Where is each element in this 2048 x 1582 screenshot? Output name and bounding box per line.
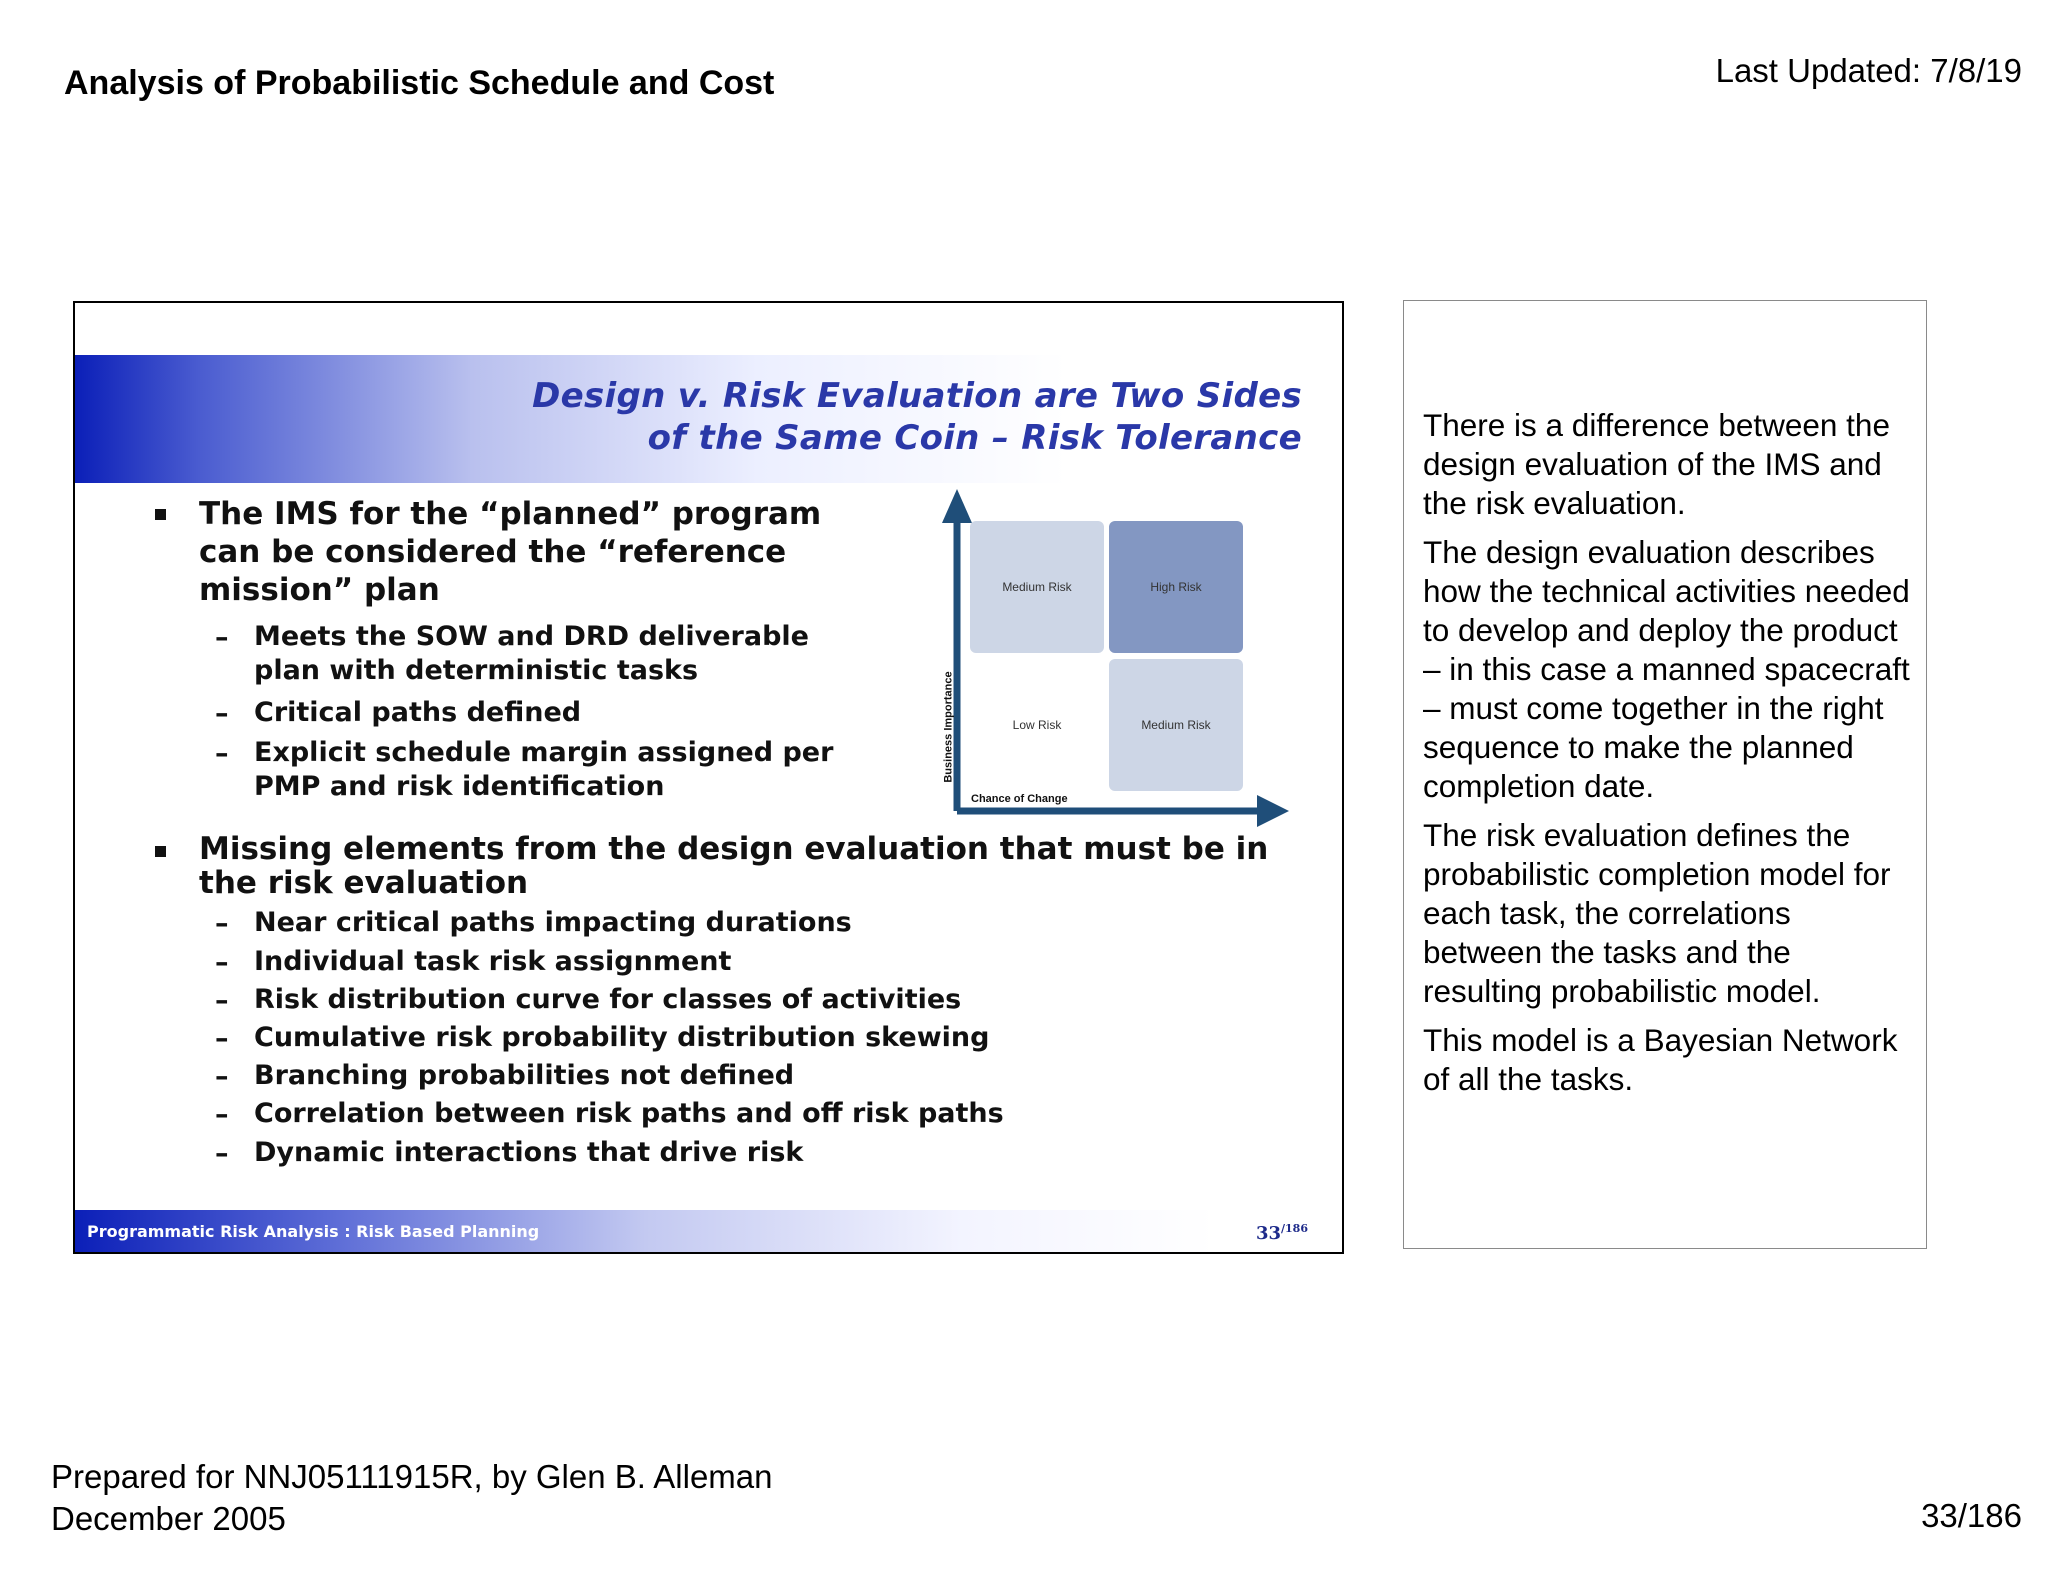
page-number: 33/186 [1921, 1497, 2022, 1534]
slide-footer-text: Programmatic Risk Analysis : Risk Based Planning [87, 1222, 540, 1241]
sub-bullet: Correlation between risk paths and off risk paths [254, 1098, 1004, 1129]
slide-title-line-2: of the Same Coin – Risk Tolerance [647, 418, 1302, 458]
matrix-cell-top-left: Medium Risk [970, 521, 1104, 653]
slide-page-total: /186 [1281, 1222, 1308, 1235]
sub-bullet [254, 736, 833, 804]
sub-bullet [254, 620, 809, 688]
sub-bullet: Risk distribution curve for classes of activities [254, 984, 962, 1015]
sub-bullet: Critical paths defined [254, 697, 582, 728]
sub-bullet-line: Meets the SOW and DRD deliverable [254, 621, 809, 652]
dash-marker: – [215, 985, 229, 1016]
prepared-line-2: December 2005 [51, 1500, 286, 1537]
bullet-marker [155, 509, 166, 520]
last-updated: Last Updated: 7/8/19 [1715, 52, 2022, 89]
sub-bullet-line: plan with deterministic tasks [254, 655, 699, 686]
matrix-cell-bottom-right: Medium Risk [1109, 659, 1243, 791]
sub-bullet: Dynamic interactions that drive risk [254, 1137, 804, 1168]
bullet-1-line-3: mission” plan [199, 572, 440, 608]
bullet-1-line-2: can be considered the “reference [199, 534, 787, 570]
page-title: Analysis of Probabilistic Schedule and Cost [64, 64, 775, 102]
dash-marker: – [215, 1023, 229, 1054]
risk-matrix [937, 489, 1297, 829]
sub-bullet: Near critical paths impacting durations [254, 907, 852, 938]
prepared-by [51, 1456, 773, 1540]
notes-box [1403, 300, 1927, 1249]
slide-title [532, 375, 1302, 459]
bullet-1 [199, 495, 821, 609]
prepared-line-1: Prepared for NNJ05111915R, by Glen B. Alleman [51, 1458, 773, 1495]
slide-page-current: 33 [1255, 1223, 1282, 1244]
dash-marker: – [215, 738, 229, 769]
dash-marker: – [215, 908, 229, 939]
notes-paragraph: There is a difference between the design evaluation of the IMS and the risk evaluation. [1423, 407, 1890, 521]
slide-page-number [1256, 1222, 1308, 1244]
slide-image [73, 301, 1344, 1254]
notes-text [1423, 406, 1913, 1109]
notes-paragraph: The risk evaluation defines the probabilistic completion model for each task, the correlations between the tasks and the resulting probabilistic model. [1423, 817, 1891, 1009]
bullet-1-line-1: The IMS for the “planned” program [199, 496, 822, 532]
notes-paragraph: The design evaluation describes how the technical activities needed to develop and deploy the product – in this case a manned spacecraft – must come together in the right sequence to make the planned completion date. [1423, 534, 1910, 804]
dash-marker: – [215, 1061, 229, 1092]
notes-paragraph: This model is a Bayesian Network of all the tasks. [1423, 1022, 1898, 1097]
dash-marker: – [215, 947, 229, 978]
bullet-2-line-2: the risk evaluation [199, 865, 529, 901]
y-axis-label: Business Importance [942, 671, 955, 783]
bullet-2-line-1: Missing elements from the design evaluation that must be in [199, 831, 1269, 867]
matrix-cell-bottom-left: Low Risk [970, 659, 1104, 791]
bullet-2 [199, 832, 1268, 900]
dash-marker: – [215, 622, 229, 653]
sub-bullet: Individual task risk assignment [254, 946, 732, 977]
bullet-marker [155, 846, 166, 857]
sub-bullet: Branching probabilities not defined [254, 1060, 795, 1091]
sub-bullet-line: PMP and risk identification [254, 771, 665, 802]
slide-footer [75, 1210, 1342, 1252]
x-axis-label: Chance of Change [971, 793, 1068, 805]
sub-bullet-line: Explicit schedule margin assigned per [254, 737, 834, 768]
dash-marker: – [215, 698, 229, 729]
sub-bullet: Cumulative risk probability distribution skewing [254, 1022, 990, 1053]
dash-marker: – [215, 1099, 229, 1130]
matrix-cell-top-right: High Risk [1109, 521, 1243, 653]
dash-marker: – [215, 1138, 229, 1169]
slide-title-line-1: Design v. Risk Evaluation are Two Sides [532, 376, 1302, 416]
